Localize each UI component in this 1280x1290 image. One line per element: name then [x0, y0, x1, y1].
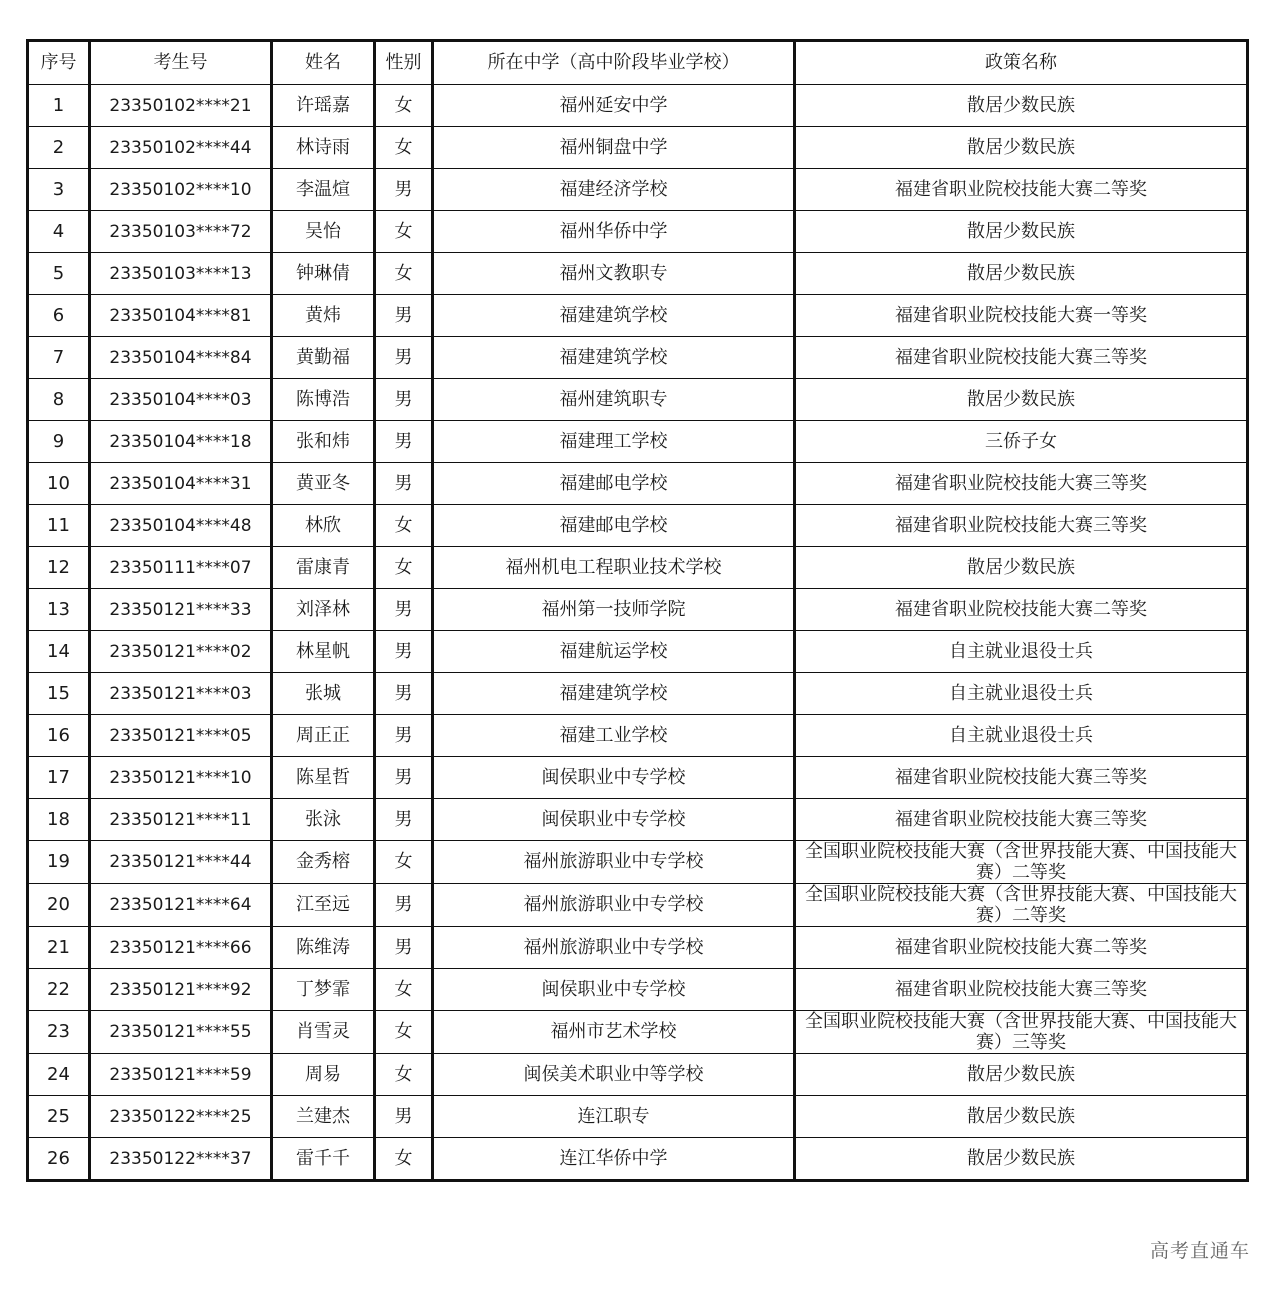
cell-exam-id: 23350102****10	[90, 169, 272, 211]
cell-school: 福州建筑职专	[433, 379, 795, 421]
cell-gender: 男	[375, 884, 433, 927]
cell-name: 丁梦霏	[272, 969, 375, 1011]
cell-exam-id: 23350104****81	[90, 295, 272, 337]
cell-school: 福州延安中学	[433, 85, 795, 127]
cell-exam-id: 23350104****31	[90, 463, 272, 505]
cell-name: 周易	[272, 1054, 375, 1096]
table-header-row	[28, 41, 1248, 85]
roster-table	[26, 39, 1249, 1182]
cell-exam-id: 23350122****37	[90, 1138, 272, 1181]
cell-name: 兰建杰	[272, 1096, 375, 1138]
cell-gender: 女	[375, 1011, 433, 1054]
cell-exam-id: 23350122****25	[90, 1096, 272, 1138]
cell-name: 周正正	[272, 715, 375, 757]
table-row	[28, 85, 1248, 127]
cell-serial: 19	[28, 841, 90, 884]
cell-school: 闽侯职业中专学校	[433, 757, 795, 799]
cell-exam-id: 23350121****11	[90, 799, 272, 841]
table-row	[28, 421, 1248, 463]
roster-table-container	[26, 39, 1246, 1182]
cell-serial: 22	[28, 969, 90, 1011]
cell-school: 福州旅游职业中专学校	[433, 927, 795, 969]
cell-exam-id: 23350102****44	[90, 127, 272, 169]
cell-gender: 男	[375, 715, 433, 757]
cell-serial: 23	[28, 1011, 90, 1054]
cell-policy: 福建省职业院校技能大赛一等奖	[795, 295, 1248, 337]
table-row	[28, 211, 1248, 253]
cell-policy: 福建省职业院校技能大赛二等奖	[795, 589, 1248, 631]
cell-serial: 5	[28, 253, 90, 295]
cell-school: 福建建筑学校	[433, 295, 795, 337]
cell-gender: 女	[375, 127, 433, 169]
cell-policy: 全国职业院校技能大赛（含世界技能大赛、中国技能大赛）三等奖	[795, 1011, 1248, 1054]
cell-school: 福建工业学校	[433, 715, 795, 757]
table-row	[28, 1011, 1248, 1054]
cell-name: 张泳	[272, 799, 375, 841]
cell-policy: 福建省职业院校技能大赛三等奖	[795, 505, 1248, 547]
cell-policy: 自主就业退役士兵	[795, 715, 1248, 757]
header-school: 所在中学（高中阶段毕业学校）	[433, 41, 795, 85]
cell-serial: 26	[28, 1138, 90, 1181]
cell-serial: 15	[28, 673, 90, 715]
cell-serial: 12	[28, 547, 90, 589]
cell-name: 张城	[272, 673, 375, 715]
cell-serial: 13	[28, 589, 90, 631]
table-row	[28, 505, 1248, 547]
cell-serial: 3	[28, 169, 90, 211]
cell-policy: 自主就业退役士兵	[795, 631, 1248, 673]
cell-exam-id: 23350103****13	[90, 253, 272, 295]
cell-exam-id: 23350103****72	[90, 211, 272, 253]
cell-serial: 14	[28, 631, 90, 673]
cell-name: 林诗雨	[272, 127, 375, 169]
cell-name: 江至远	[272, 884, 375, 927]
cell-serial: 2	[28, 127, 90, 169]
header-gender: 性别	[375, 41, 433, 85]
cell-policy: 散居少数民族	[795, 211, 1248, 253]
cell-name: 李温煊	[272, 169, 375, 211]
cell-policy: 福建省职业院校技能大赛二等奖	[795, 169, 1248, 211]
header-serial: 序号	[28, 41, 90, 85]
cell-name: 陈星哲	[272, 757, 375, 799]
cell-gender: 女	[375, 505, 433, 547]
cell-exam-id: 23350121****59	[90, 1054, 272, 1096]
table-row	[28, 253, 1248, 295]
cell-name: 黄亚冬	[272, 463, 375, 505]
cell-exam-id: 23350121****66	[90, 927, 272, 969]
table-row	[28, 337, 1248, 379]
cell-exam-id: 23350121****03	[90, 673, 272, 715]
cell-gender: 男	[375, 1096, 433, 1138]
cell-school: 福建经济学校	[433, 169, 795, 211]
cell-school: 连江职专	[433, 1096, 795, 1138]
cell-gender: 女	[375, 211, 433, 253]
table-row	[28, 673, 1248, 715]
cell-serial: 20	[28, 884, 90, 927]
cell-policy: 三侨子女	[795, 421, 1248, 463]
cell-name: 肖雪灵	[272, 1011, 375, 1054]
cell-name: 陈维涛	[272, 927, 375, 969]
cell-name: 林欣	[272, 505, 375, 547]
cell-policy: 散居少数民族	[795, 379, 1248, 421]
cell-policy: 福建省职业院校技能大赛二等奖	[795, 927, 1248, 969]
table-row	[28, 169, 1248, 211]
cell-name: 许瑶嘉	[272, 85, 375, 127]
cell-gender: 男	[375, 631, 433, 673]
table-row	[28, 927, 1248, 969]
table-row	[28, 757, 1248, 799]
cell-policy: 自主就业退役士兵	[795, 673, 1248, 715]
cell-gender: 女	[375, 253, 433, 295]
cell-serial: 7	[28, 337, 90, 379]
cell-name: 雷康青	[272, 547, 375, 589]
header-exam-id: 考生号	[90, 41, 272, 85]
cell-name: 林星帆	[272, 631, 375, 673]
cell-exam-id: 23350121****33	[90, 589, 272, 631]
watermark-text: 高考直通车	[1149, 1240, 1250, 1262]
cell-gender: 男	[375, 379, 433, 421]
cell-gender: 男	[375, 421, 433, 463]
cell-policy: 散居少数民族	[795, 85, 1248, 127]
cell-gender: 女	[375, 1054, 433, 1096]
cell-exam-id: 23350104****18	[90, 421, 272, 463]
cell-school: 福建邮电学校	[433, 463, 795, 505]
cell-gender: 男	[375, 169, 433, 211]
table-row	[28, 127, 1248, 169]
table-row	[28, 295, 1248, 337]
cell-serial: 1	[28, 85, 90, 127]
cell-school: 福州第一技师学院	[433, 589, 795, 631]
table-row	[28, 1054, 1248, 1096]
table-row	[28, 379, 1248, 421]
table-row	[28, 1138, 1248, 1181]
cell-serial: 21	[28, 927, 90, 969]
cell-policy: 散居少数民族	[795, 1096, 1248, 1138]
cell-exam-id: 23350121****55	[90, 1011, 272, 1054]
cell-school: 连江华侨中学	[433, 1138, 795, 1181]
cell-exam-id: 23350121****64	[90, 884, 272, 927]
cell-school: 福建建筑学校	[433, 337, 795, 379]
cell-name: 黄勤福	[272, 337, 375, 379]
cell-serial: 16	[28, 715, 90, 757]
cell-exam-id: 23350111****07	[90, 547, 272, 589]
cell-exam-id: 23350102****21	[90, 85, 272, 127]
cell-school: 福州铜盘中学	[433, 127, 795, 169]
cell-gender: 男	[375, 463, 433, 505]
cell-school: 福建航运学校	[433, 631, 795, 673]
cell-serial: 9	[28, 421, 90, 463]
cell-name: 雷千千	[272, 1138, 375, 1181]
table-row	[28, 589, 1248, 631]
cell-school: 闽侯美术职业中等学校	[433, 1054, 795, 1096]
cell-school: 闽侯职业中专学校	[433, 969, 795, 1011]
cell-gender: 女	[375, 1138, 433, 1181]
cell-serial: 11	[28, 505, 90, 547]
table-row	[28, 841, 1248, 884]
table-row	[28, 463, 1248, 505]
cell-gender: 男	[375, 295, 433, 337]
cell-serial: 24	[28, 1054, 90, 1096]
cell-school: 福州旅游职业中专学校	[433, 884, 795, 927]
cell-serial: 10	[28, 463, 90, 505]
cell-policy: 散居少数民族	[795, 547, 1248, 589]
table-row	[28, 969, 1248, 1011]
cell-name: 陈博浩	[272, 379, 375, 421]
cell-gender: 女	[375, 841, 433, 884]
cell-school: 福建理工学校	[433, 421, 795, 463]
cell-exam-id: 23350121****44	[90, 841, 272, 884]
cell-name: 张和炜	[272, 421, 375, 463]
cell-exam-id: 23350121****10	[90, 757, 272, 799]
cell-name: 吴怡	[272, 211, 375, 253]
cell-policy: 福建省职业院校技能大赛三等奖	[795, 337, 1248, 379]
cell-serial: 4	[28, 211, 90, 253]
cell-gender: 女	[375, 547, 433, 589]
cell-policy: 福建省职业院校技能大赛三等奖	[795, 799, 1248, 841]
cell-policy: 散居少数民族	[795, 127, 1248, 169]
cell-policy: 福建省职业院校技能大赛三等奖	[795, 757, 1248, 799]
cell-policy: 散居少数民族	[795, 1138, 1248, 1181]
table-row	[28, 1096, 1248, 1138]
header-name: 姓名	[272, 41, 375, 85]
cell-serial: 6	[28, 295, 90, 337]
table-row	[28, 884, 1248, 927]
cell-serial: 17	[28, 757, 90, 799]
cell-gender: 男	[375, 589, 433, 631]
cell-policy: 全国职业院校技能大赛（含世界技能大赛、中国技能大赛）二等奖	[795, 884, 1248, 927]
cell-name: 金秀榕	[272, 841, 375, 884]
cell-name: 刘泽林	[272, 589, 375, 631]
cell-exam-id: 23350121****05	[90, 715, 272, 757]
cell-exam-id: 23350104****48	[90, 505, 272, 547]
cell-school: 福州机电工程职业技术学校	[433, 547, 795, 589]
cell-policy: 散居少数民族	[795, 1054, 1248, 1096]
cell-school: 福州华侨中学	[433, 211, 795, 253]
cell-policy: 散居少数民族	[795, 253, 1248, 295]
cell-serial: 8	[28, 379, 90, 421]
cell-gender: 男	[375, 673, 433, 715]
cell-policy: 全国职业院校技能大赛（含世界技能大赛、中国技能大赛）二等奖	[795, 841, 1248, 884]
cell-serial: 18	[28, 799, 90, 841]
cell-policy: 福建省职业院校技能大赛三等奖	[795, 463, 1248, 505]
cell-gender: 男	[375, 337, 433, 379]
cell-gender: 男	[375, 757, 433, 799]
cell-school: 福州文教职专	[433, 253, 795, 295]
table-row	[28, 547, 1248, 589]
cell-school: 福州市艺术学校	[433, 1011, 795, 1054]
cell-name: 钟琳倩	[272, 253, 375, 295]
cell-school: 福建建筑学校	[433, 673, 795, 715]
header-policy: 政策名称	[795, 41, 1248, 85]
table-row	[28, 631, 1248, 673]
cell-policy: 福建省职业院校技能大赛三等奖	[795, 969, 1248, 1011]
cell-gender: 男	[375, 799, 433, 841]
table-row	[28, 715, 1248, 757]
cell-school: 福建邮电学校	[433, 505, 795, 547]
cell-gender: 女	[375, 969, 433, 1011]
cell-exam-id: 23350121****02	[90, 631, 272, 673]
cell-serial: 25	[28, 1096, 90, 1138]
cell-exam-id: 23350121****92	[90, 969, 272, 1011]
cell-exam-id: 23350104****84	[90, 337, 272, 379]
table-row	[28, 799, 1248, 841]
cell-exam-id: 23350104****03	[90, 379, 272, 421]
cell-gender: 女	[375, 85, 433, 127]
cell-name: 黄炜	[272, 295, 375, 337]
cell-school: 闽侯职业中专学校	[433, 799, 795, 841]
cell-school: 福州旅游职业中专学校	[433, 841, 795, 884]
table-body	[28, 85, 1248, 1181]
cell-gender: 男	[375, 927, 433, 969]
